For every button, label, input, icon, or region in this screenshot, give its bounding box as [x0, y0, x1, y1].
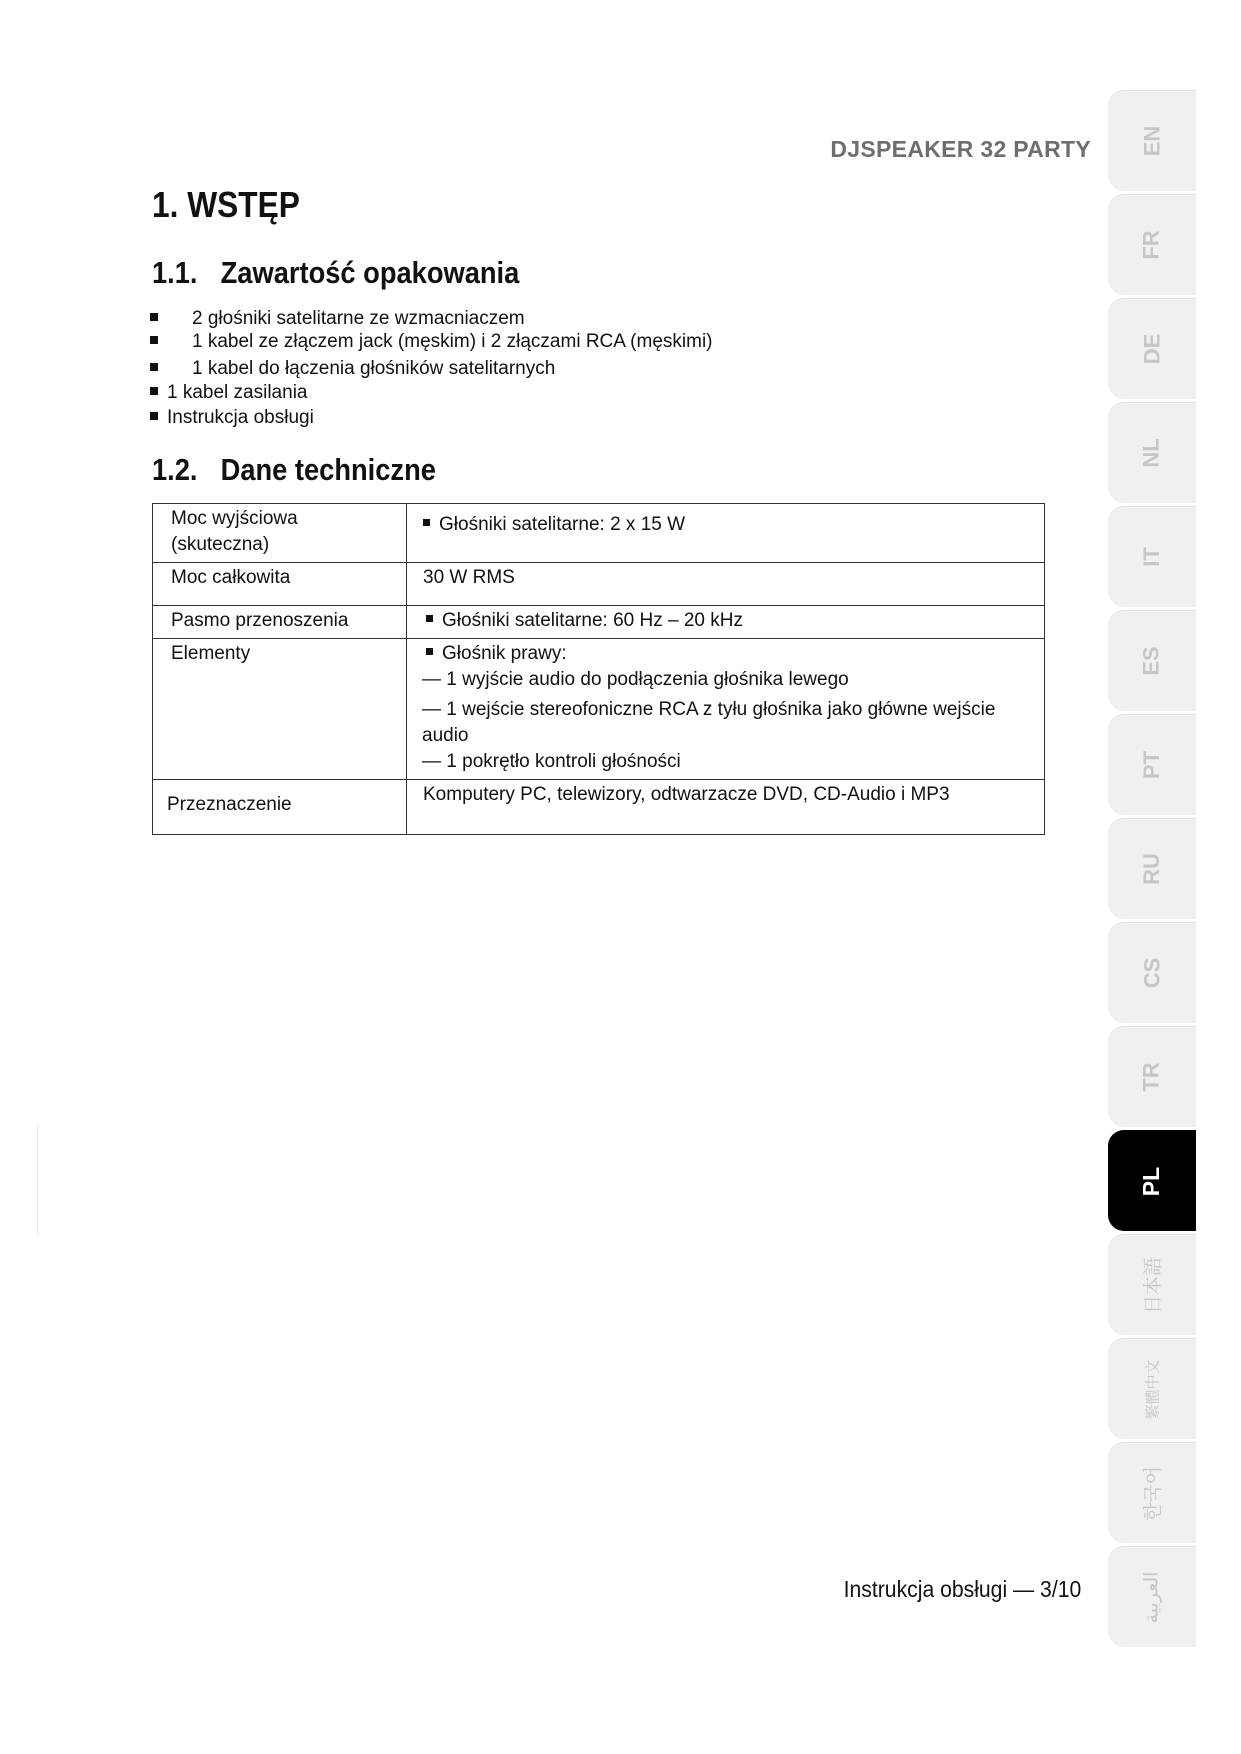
row-label: Elementy — [153, 639, 407, 780]
page-footer: Instrukcja obsługi — 3/10 — [843, 1576, 1081, 1602]
section-1-2-heading — [152, 452, 436, 488]
table-row — [153, 504, 1045, 563]
list-item: 1 kabel ze złączem jack (męskim) i 2 złączami RCA (męskimi) — [150, 331, 713, 353]
table-row — [153, 563, 1045, 606]
language-tab-pt[interactable]: PT — [1108, 714, 1196, 815]
component-line: — 1 pokrętło kontroli głośności — [422, 751, 681, 772]
section-1-heading — [152, 184, 300, 226]
language-tab-pl[interactable]: PL — [1108, 1130, 1196, 1231]
section-1-2-title: Dane techniczne — [220, 452, 436, 487]
section-1-1-number: 1.1. — [152, 255, 198, 290]
component-line: — 1 wyjście audio do podłączenia głośnika lewego — [422, 669, 849, 690]
language-tab-es[interactable]: ES — [1108, 610, 1196, 711]
bullet-icon — [150, 363, 158, 371]
language-tab-de[interactable]: DE — [1108, 298, 1196, 399]
language-tab-cs[interactable]: CS — [1108, 922, 1196, 1023]
bullet-icon — [426, 648, 433, 655]
product-title: DJSPEAKER 32 PARTY — [830, 136, 1091, 162]
list-item: 1 kabel zasilania — [150, 382, 307, 404]
bullet-icon — [426, 615, 433, 622]
table-row — [153, 606, 1045, 639]
bullet-icon — [150, 313, 158, 321]
row-value: Głośniki satelitarne: 60 Hz – 20 kHz — [407, 606, 1045, 639]
row-value: 30 W RMS — [407, 563, 1045, 606]
language-tab-ar[interactable]: العربية — [1108, 1546, 1196, 1647]
bullet-icon — [150, 387, 158, 395]
technical-data-table — [152, 503, 1045, 835]
language-tab-it[interactable]: IT — [1108, 506, 1196, 607]
section-1-title: WSTĘP — [187, 184, 300, 225]
component-heading: Głośnik prawy: — [422, 641, 1034, 667]
row-value: Komputery PC, telewizory, odtwarzacze DVD, CD-Audio i MP3 — [407, 780, 1045, 835]
language-tab-ru[interactable]: RU — [1108, 818, 1196, 919]
list-item: 1 kabel do łączenia głośników satelitarnych — [150, 358, 555, 380]
list-item: Instrukcja obsługi — [150, 407, 314, 429]
row-label: Przeznaczenie — [153, 780, 407, 835]
section-1-1-heading — [152, 255, 519, 291]
row-value — [407, 639, 1045, 780]
section-1-1-title: Zawartość opakowania — [220, 255, 520, 290]
language-tab-tr[interactable]: TR — [1108, 1026, 1196, 1127]
language-tab-en[interactable]: EN — [1108, 90, 1196, 191]
table-row — [153, 639, 1045, 780]
table-row — [153, 780, 1045, 835]
section-1-2-number: 1.2. — [152, 452, 198, 487]
component-line: — 1 wejście stereofoniczne RCA z tyłu głośnika jako główne wejście audio — [422, 699, 996, 746]
row-label: Pasmo przenoszenia — [153, 606, 407, 639]
language-tab-ko[interactable]: 한국어 — [1108, 1442, 1196, 1543]
bullet-icon — [150, 412, 158, 420]
language-tab-ja[interactable]: 日本語 — [1108, 1234, 1196, 1335]
language-tab-fr[interactable]: FR — [1108, 194, 1196, 295]
language-tab-nl[interactable]: NL — [1108, 402, 1196, 503]
language-tab-zh[interactable]: 繁體中文 — [1108, 1338, 1196, 1439]
bullet-icon — [150, 336, 158, 344]
bullet-icon — [423, 519, 430, 526]
row-label: Moc wyjściowa (skuteczna) — [153, 504, 407, 563]
section-1-number: 1. — [152, 184, 179, 225]
row-label: Moc całkowita — [153, 563, 407, 606]
row-value: Głośniki satelitarne: 2 x 15 W — [407, 504, 1045, 563]
page-edge-line — [37, 1125, 38, 1235]
list-item: 2 głośniki satelitarne ze wzmacniaczem — [150, 308, 525, 330]
